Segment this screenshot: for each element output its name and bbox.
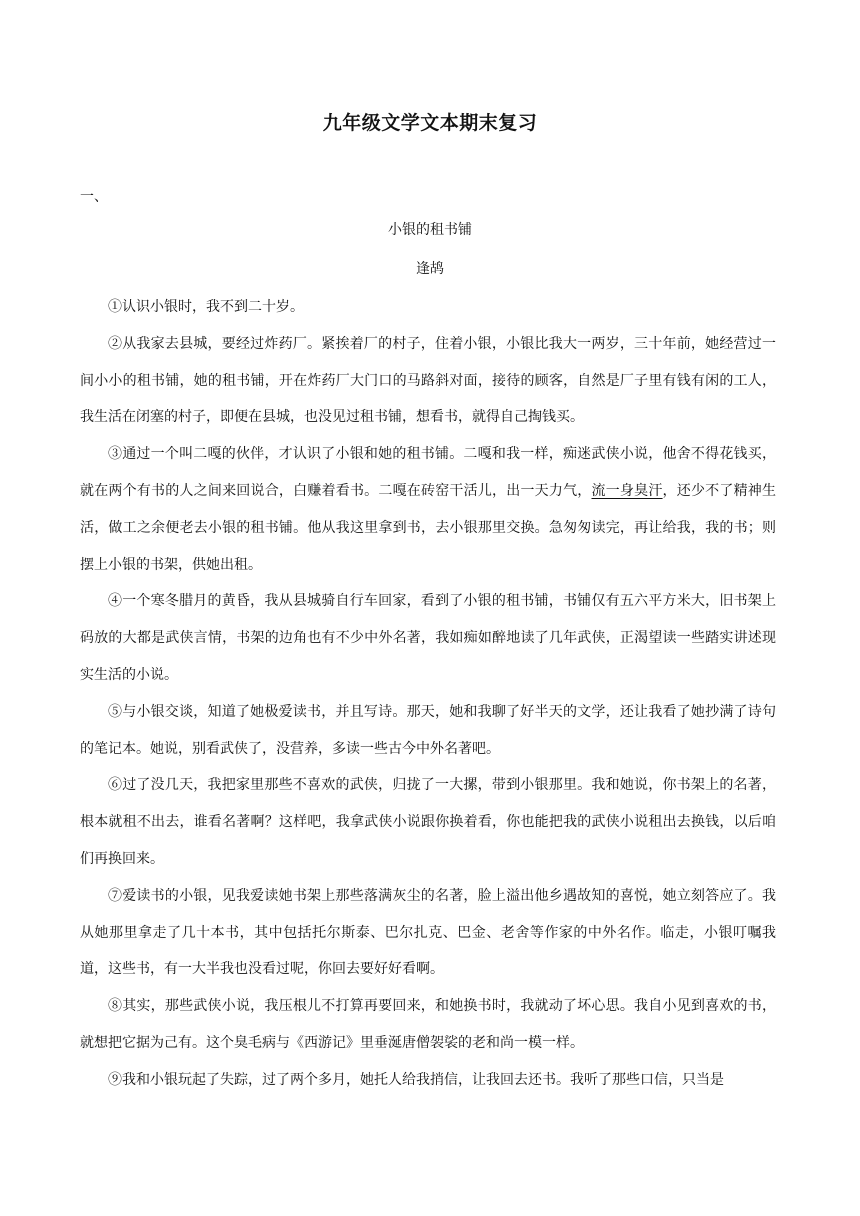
paragraph: ⑦爱读书的小银，见我爱读她书架上那些落满灰尘的名著，脸上溢出他乡遇故知的喜悦，她立刻答应了。我从她那里拿走了几十本书，其中包括托尔斯泰、巴尔扎克、巴金、老舍等作家的中外名作。临走，小银叮嘱我道，这些书，有一大半我也没看过呢，你回去要好好看啊。	[80, 887, 776, 978]
article-title: 小银的租书铺	[388, 222, 472, 238]
paragraph-text: ，还少不了精神生活，做工之余便老去小银的租书铺。他从我这里拿到书，去小银那里交换。急匆匆读完，再让给我，我的书；则摆上小银的书架，供她出租。	[80, 482, 777, 573]
paragraph: ②从我家去县城，要经过炸药厂。紧挨着厂的村子，住着小银，小银比我大一两岁，三十年前，她经营过一间小小的租书铺，她的租书铺，开在炸药厂大门口的马路斜对面，接待的顾客，自然是厂子里有钱有闲的工人，我生活在闭塞的村子，即便在县城，也没见过租书铺，想看书，就得自己掏钱买。	[80, 335, 776, 426]
paragraph: ⑥过了没几天，我把家里那些不喜欢的武侠，归拢了一大摞，带到小银那里。我和她说，你书架上的名著，根本就租不出去，谁看名著啊？这样吧，我拿武侠小说跟你换着看，你也能把我的武侠小说租出去换钱，以后咱们再换回来。	[80, 777, 776, 867]
paragraph: ⑨我和小银玩起了失踪，过了两个多月，她托人给我捎信，让我回去还书。我听了那些口信，只当是	[108, 1071, 724, 1088]
paragraph	[80, 436, 776, 583]
article-body	[80, 289, 776, 1099]
underlined-phrase: 流一身臭汗	[591, 482, 663, 499]
article-author: 逢鸪	[416, 261, 444, 277]
paragraph-text: ③通过一个叫二嘎的伙伴，才认识了小银和她的租书铺。二嘎和我一样，痴迷武侠小说，他舍不得花钱买，就在两个有书的人之间来回说合，白赚着看书。二嘎在砖窑干活儿，出一天力气，	[80, 446, 776, 499]
paragraph: ①认识小银时，我不到二十岁。	[108, 299, 304, 315]
paragraph: ⑧其实，那些武侠小说，我压根儿不打算再要回来，和她换书时，我就动了坏心思。我自小见到喜欢的书，就想把它据为己有。这个臭毛病与《西游记》里垂涎唐僧袈裟的老和尚一模一样。	[80, 998, 776, 1051]
section-number: 一、	[80, 189, 108, 205]
paragraph: ⑤与小银交谈，知道了她极爱读书，并且写诗。那天，她和我聊了好半天的文学，还让我看了她抄满了诗句的笔记本。她说，别看武侠了，没营养，多读一些古今中外名著吧。	[80, 703, 776, 757]
document-title: 九年级文学文本期末复习	[322, 112, 538, 134]
paragraph: ④一个寒冬腊月的黄昏，我从县城骑自行车回家，看到了小银的租书铺，书铺仅有五六平方米大，旧书架上码放的大都是武侠言情，书架的边角也有不少中外名著，我如痴如醉地读了几年武侠，正渴望读一些踏实讲述现实生活的小说。	[80, 593, 776, 683]
